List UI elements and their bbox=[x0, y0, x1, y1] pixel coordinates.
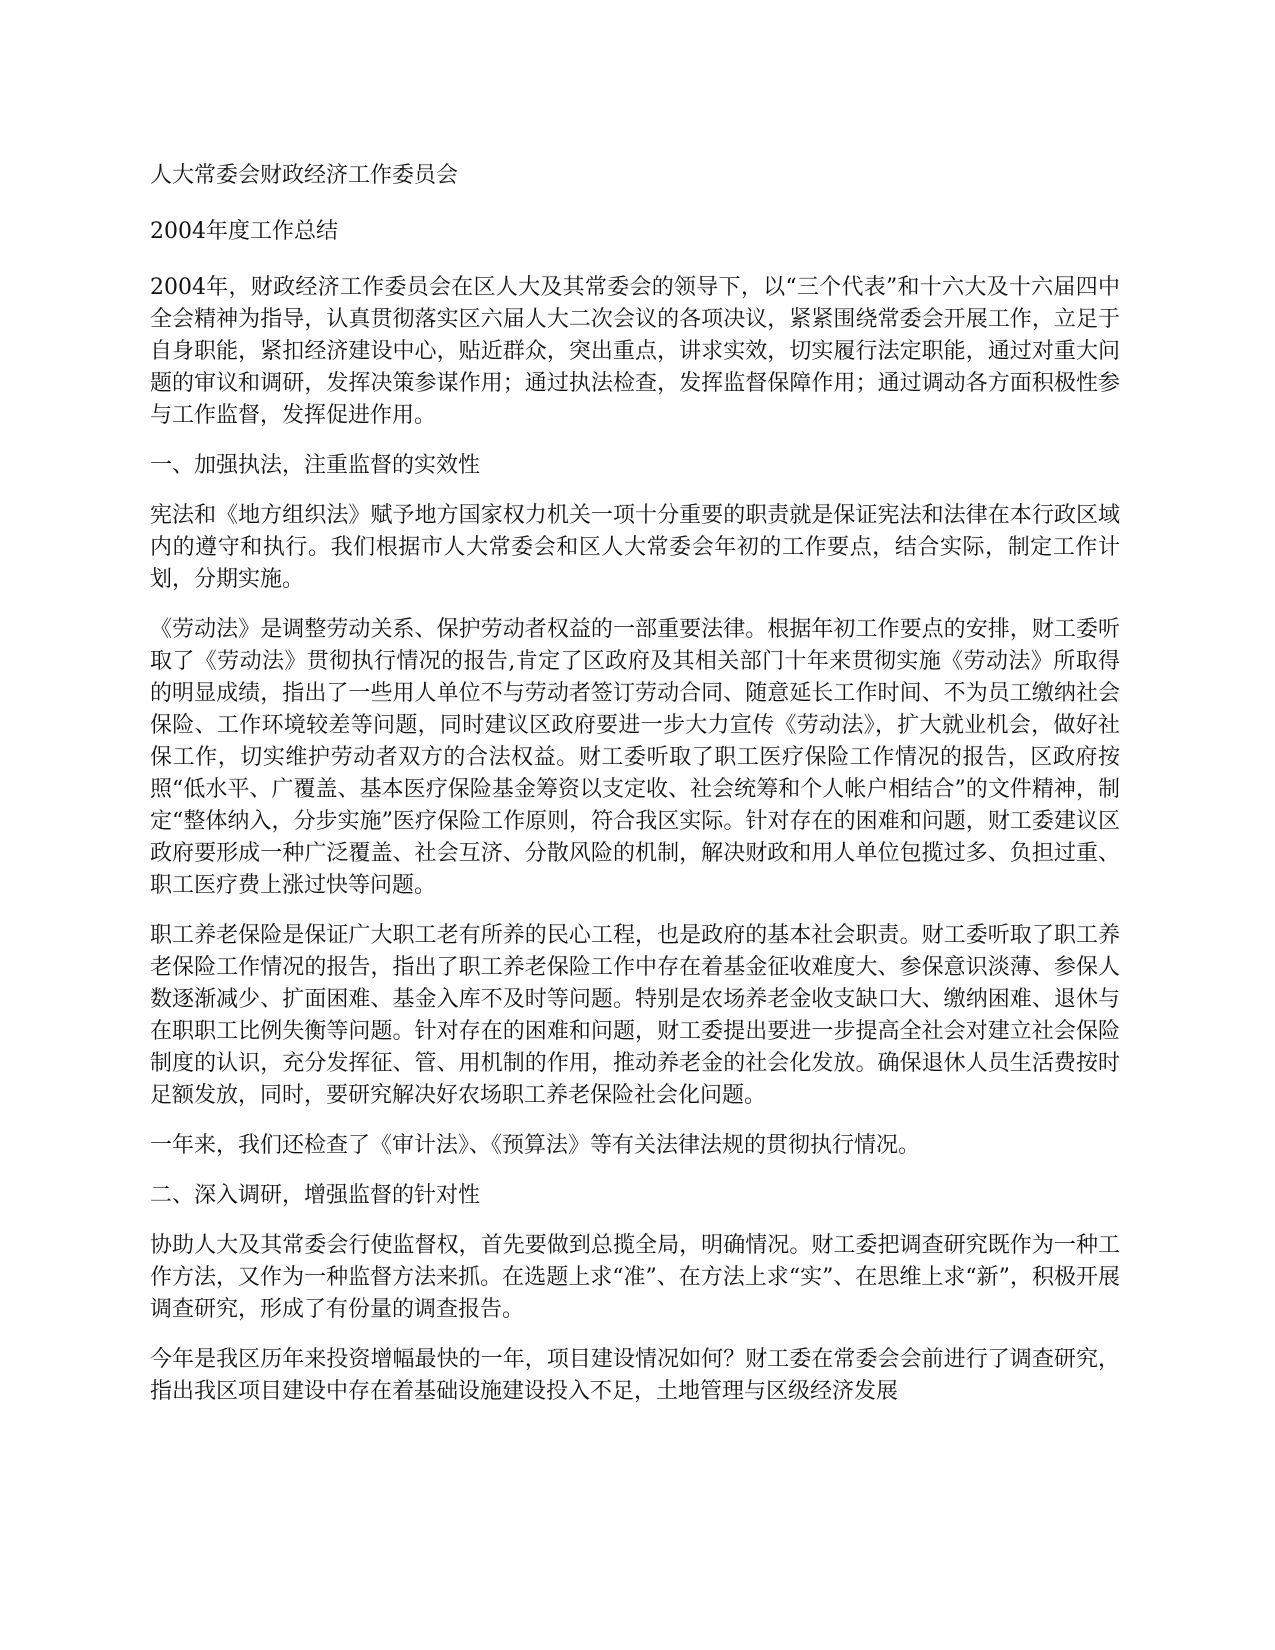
body-paragraph: 《劳动法》是调整劳动关系、保护劳动者权益的一部重要法律。根据年初工作要点的安排，财工委听取了《劳动法》贯彻执行情况的报告,肯定了区政府及其相关部门十年来贯彻实施《劳动法》所取得的明显成绩，指出了一些用人单位不与劳动者签订劳动合同、随意延长工作时间、不为员工缴纳社会保险、工作环境较差等问题，同时建议区政府要进一步大力宣传《劳动法》，扩大就业机会，做好社保工作，切实维护劳动者双方的合法权益。财工委听取了职工医疗保险工作情况的报告，区政府按照“低水平、广覆盖、基本医疗保险基金筹资以支定收、社会统筹和个人帐户相结合”的文件精神，制定“整体纳入，分步实施”医疗保险工作原则，符合我区实际。针对存在的困难和问题，财工委建议区政府要形成一种广泛覆盖、社会互济、分散风险的机制，解决财政和用人单位包揽过多、负担过重、职工医疗费上涨过快等问题。 bbox=[150, 617, 1120, 898]
document-page bbox=[150, 160, 1120, 1426]
body-paragraph: 今年是我区历年来投资增幅最快的一年，项目建设情况如何？财工委在常委会会前进行了调查研究，指出我区项目建设中存在着基础设施建设投入不足，土地管理与区级经济发展 bbox=[150, 1347, 1120, 1404]
section-heading-1: 一、加强执法，注重监督的实效性 bbox=[150, 453, 481, 478]
section-heading-2: 二、深入调研，增强监督的针对性 bbox=[150, 1183, 481, 1208]
document-subtitle: 2004年度工作总结 bbox=[150, 219, 338, 244]
body-paragraph: 宪法和《地方组织法》赋予地方国家权力机关一项十分重要的职责就是保证宪法和法律在本行政区域内的遵守和执行。我们根据市人大常委会和区人大常委会年初的工作要点，结合实际，制定工作计划，分期实施。 bbox=[150, 503, 1120, 592]
document-title: 人大常委会财政经济工作委员会 bbox=[150, 163, 459, 188]
body-paragraph: 一年来，我们还检查了《审计法》、《预算法》等有关法律法规的贯彻执行情况。 bbox=[150, 1133, 921, 1158]
body-paragraph: 职工养老保险是保证广大职工老有所养的民心工程，也是政府的基本社会职责。财工委听取了职工养老保险工作情况的报告，指出了职工养老保险工作中存在着基金征收难度大、参保意识淡薄、参保人数逐渐减少、扩面困难、基金入库不及时等问题。特别是农场养老金收支缺口大、缴纳困难、退休与在职职工比例失衡等问题。针对存在的困难和问题，财工委提出要进一步提高全社会对建立社会保险制度的认识，充分发挥征、管、用机制的作用，推动养老金的社会化发放。确保退休人员生活费按时足额发放，同时，要研究解决好农场职工养老保险社会化问题。 bbox=[150, 923, 1120, 1108]
intro-paragraph: 2004年，财政经济工作委员会在区人大及其常委会的领导下，以“三个代表”和十六大及十六届四中全会精神为指导，认真贯彻落实区六届人大二次会议的各项决议，紧紧围绕常委会开展工作，立足于自身职能，紧扣经济建设中心，贴近群众，突出重点，讲求实效，切实履行法定职能，通过对重大问题的审议和调研，发挥决策参谋作用；通过执法检查，发挥监督保障作用；通过调动各方面积极性参与工作监督，发挥促进作用。 bbox=[150, 275, 1120, 428]
body-paragraph: 协助人大及其常委会行使监督权，首先要做到总揽全局，明确情况。财工委把调查研究既作为一种工作方法，又作为一种监督方法来抓。在选题上求“准”、在方法上求“实”、在思维上求“新”，积极开展调查研究，形成了有份量的调查报告。 bbox=[150, 1233, 1120, 1322]
